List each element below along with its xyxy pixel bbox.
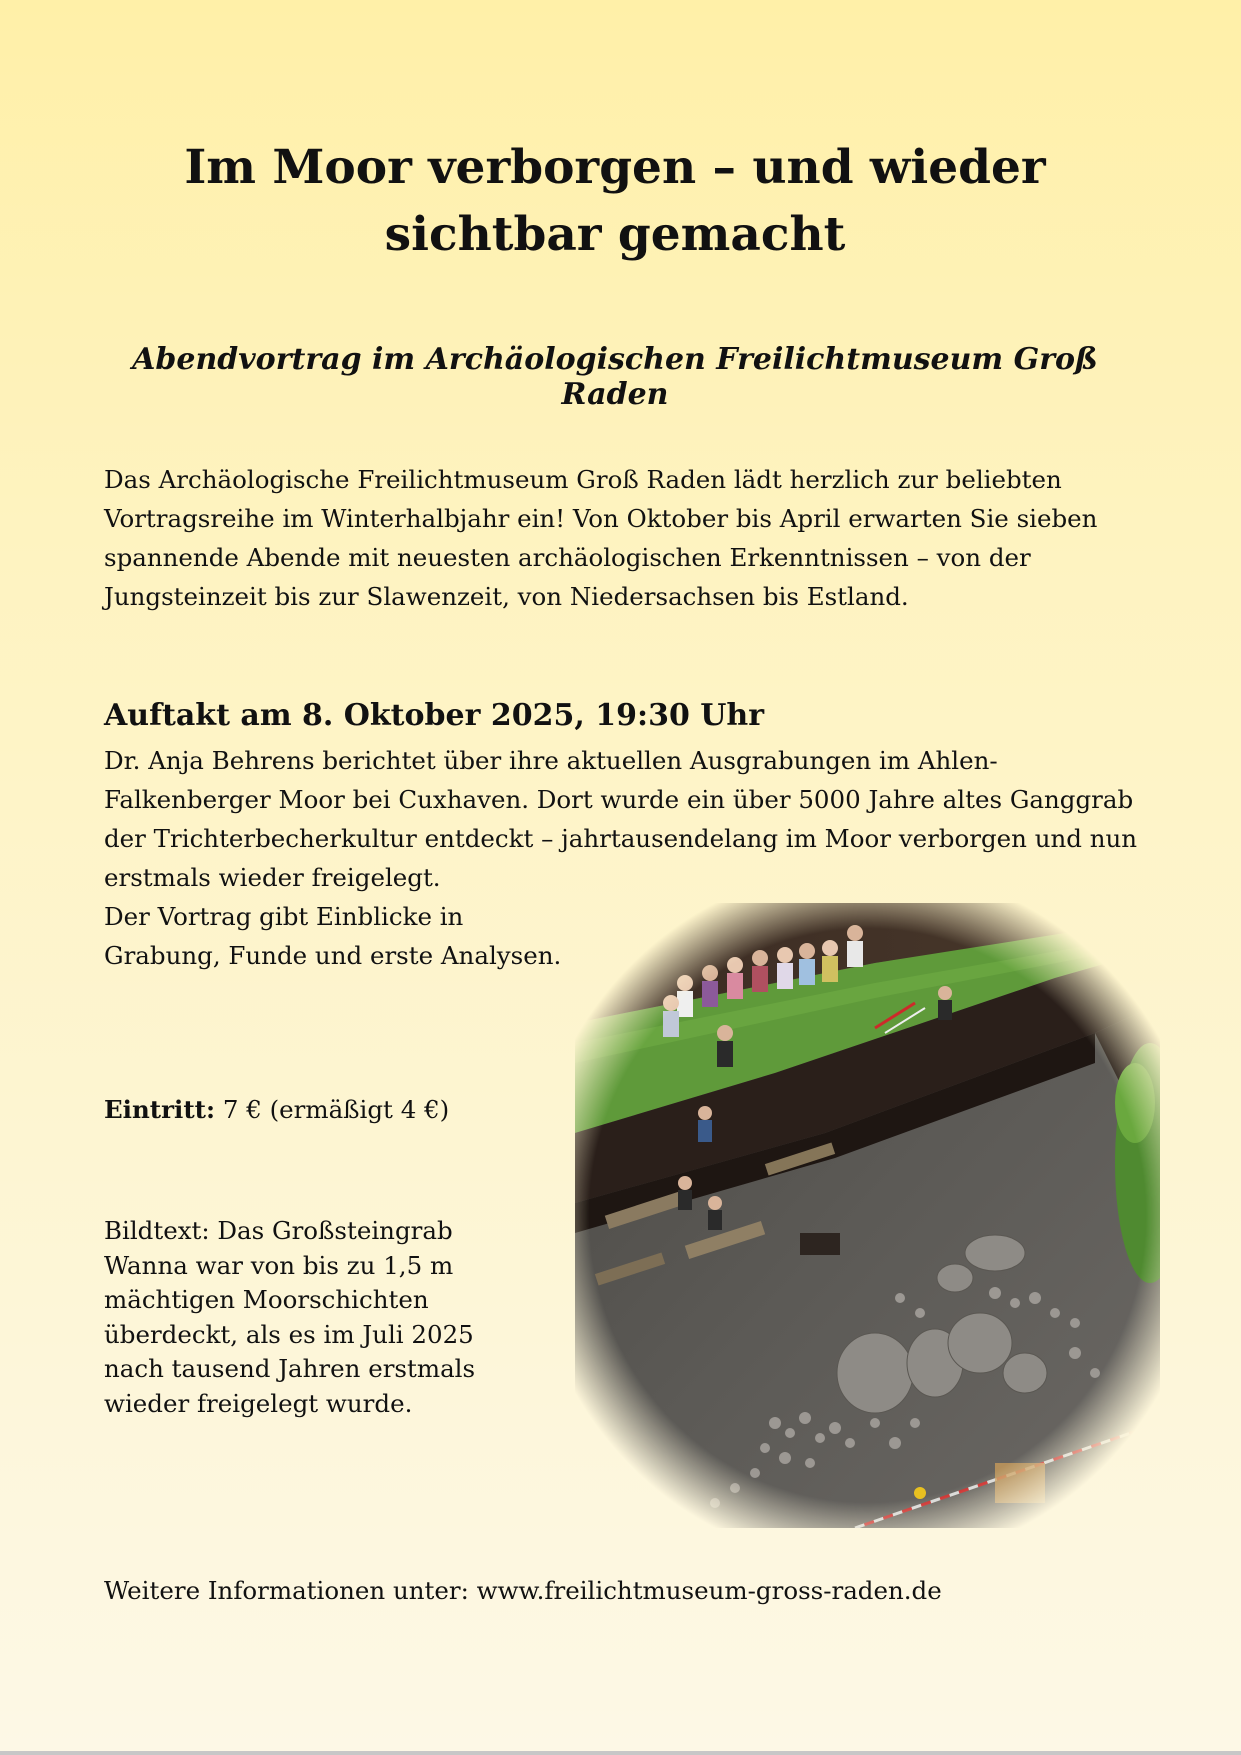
bottom-divider: [0, 1751, 1241, 1755]
excavation-photo: [575, 903, 1160, 1528]
admission-info: [104, 1095, 449, 1124]
page-subtitle: Abendvortrag im Archäologischen Freilichtmuseum Groß Raden: [132, 342, 1098, 412]
event-description: Dr. Anja Behrens berichtet über ihre aktuellen Ausgrabungen im Ahlen-Falkenberger Moor bei Cuxhaven. Dort wurde ein über 5000 Jahre altes Ganggrab der Trichterbecherkultur entdeckt – jahrtausendelang im Moor verborgen und nun erstmals wieder freigelegt.: [104, 746, 1138, 892]
intro-paragraph: Das Archäologische Freilichtmuseum Groß Raden lädt herzlich zur beliebten Vortragsreihe im Winterhalbjahr ein! Von Oktober bis April erwarten Sie sieben spannende Abende mit neuesten archäologischen Erkenntnissen – von der Jungsteinzeit bis zur Slawenzeit, von Niedersachsen bis Estland.: [104, 465, 1098, 611]
admission-label: Eintritt:: [104, 1095, 216, 1124]
excavation-aerial-image: [575, 903, 1160, 1528]
admission-price: 7 € (ermäßigt 4 €): [222, 1095, 450, 1124]
event-heading: Auftakt am 8. Oktober 2025, 19:30 Uhr: [104, 698, 765, 733]
photo-caption: Bildtext: Das Großsteingrab Wanna war von bis zu 1,5 m mächtigen Moorschichten überdeckt, als es im Juli 2025 nach tausend Jahren erstmals wieder freigelegt wurde.: [104, 1216, 476, 1418]
event-description-continued: Der Vortrag gibt Einblicke in Grabung, Funde und erste Analysen.: [104, 902, 562, 970]
footer-info: Weitere Informationen unter: www.freilichtmuseum-gross-raden.de: [104, 1576, 942, 1605]
page-title: Im Moor verborgen – und wieder sichtbar gemacht: [184, 140, 1046, 262]
